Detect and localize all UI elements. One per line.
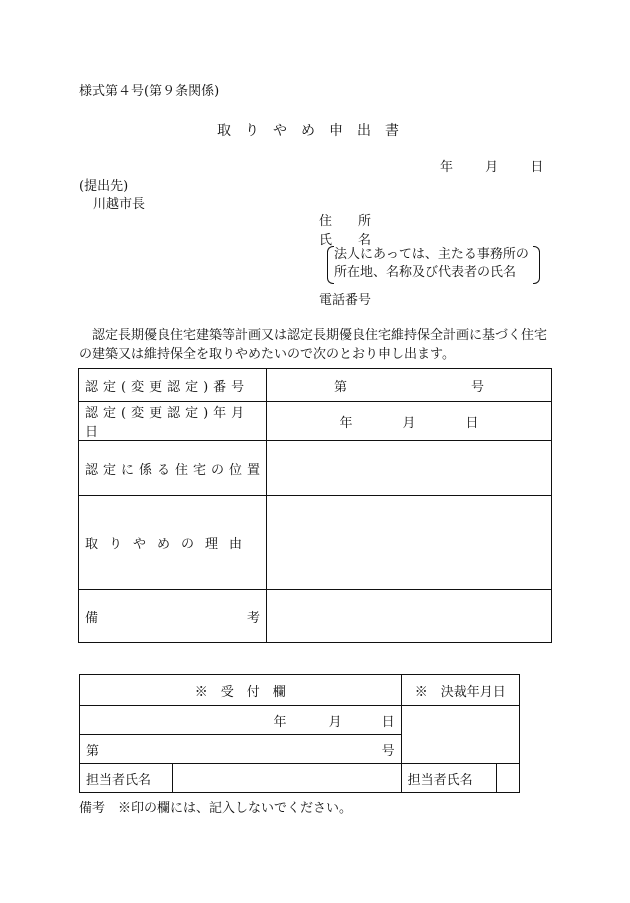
receipt-table bbox=[79, 674, 520, 793]
certification-date-label: 認定(変更認定)年月日 bbox=[79, 402, 267, 441]
application-table bbox=[78, 368, 552, 643]
corporation-note bbox=[327, 246, 540, 282]
application-statement: 認定長期優良住宅建築等計画又は認定長期優良住宅維持保全計画に基づく住宅の建築又は維持保全を取りやめたいので次のとおり申し出ます。 bbox=[79, 328, 548, 362]
remarks-label-left: 備 bbox=[85, 610, 99, 626]
house-location-label: 認定に係る住宅の位置 bbox=[79, 441, 267, 496]
certification-number-suffix: 号 bbox=[471, 379, 485, 395]
name-label: 氏 名 bbox=[319, 233, 372, 248]
decision-staff-label: 担当者氏名 bbox=[401, 764, 496, 793]
corporation-note-line2: 所在地、名称及び代表者の氏名 bbox=[334, 265, 517, 280]
receipt-staff-label: 担当者氏名 bbox=[80, 764, 173, 793]
phone-label: 電話番号 bbox=[319, 293, 372, 308]
date-year: 年 bbox=[440, 160, 454, 175]
address-label: 住 所 bbox=[319, 214, 372, 229]
corporation-note-line1: 法人にあっては、主たる事務所の bbox=[334, 247, 529, 262]
decision-date-field[interactable] bbox=[401, 706, 519, 764]
remarks-field[interactable] bbox=[267, 590, 552, 643]
receipt-header: ※ 受 付 欄 bbox=[80, 675, 402, 706]
certification-date-month: 月 bbox=[402, 415, 416, 431]
certification-date-year: 年 bbox=[339, 415, 353, 431]
withdrawal-reason-field[interactable] bbox=[267, 496, 552, 590]
certification-number-label: 認定(変更認定)番号 bbox=[79, 369, 267, 402]
house-location-field[interactable] bbox=[267, 441, 552, 496]
date-month: 月 bbox=[485, 160, 499, 175]
receipt-staff-field[interactable] bbox=[173, 764, 402, 793]
certification-date-field[interactable] bbox=[267, 402, 552, 441]
receipt-number-prefix: 第 bbox=[86, 743, 100, 759]
receipt-date-year: 年 bbox=[273, 714, 287, 730]
receipt-date-field[interactable] bbox=[80, 706, 402, 735]
form-number: 様式第４号(第９条関係) bbox=[79, 84, 220, 99]
footer-note: 備考 ※印の欄には、記入しないでください。 bbox=[79, 801, 353, 816]
receipt-date-day: 日 bbox=[381, 714, 395, 730]
receipt-number-suffix: 号 bbox=[381, 743, 395, 759]
document-title: 取りやめ申出書 bbox=[217, 123, 413, 139]
decision-staff-field[interactable] bbox=[496, 764, 519, 793]
remarks-label bbox=[79, 590, 267, 643]
withdrawal-reason-label: 取りやめの理由 bbox=[79, 496, 267, 590]
remarks-label-right: 考 bbox=[246, 610, 260, 626]
receipt-number-field[interactable] bbox=[80, 735, 402, 764]
certification-number-prefix: 第 bbox=[333, 379, 347, 395]
certification-number-field[interactable] bbox=[267, 369, 552, 402]
recipient-label: (提出先) bbox=[79, 179, 129, 194]
certification-date-day: 日 bbox=[465, 415, 479, 431]
recipient-name: 川越市長 bbox=[93, 197, 146, 212]
date-day: 日 bbox=[530, 160, 544, 175]
receipt-date-month: 月 bbox=[328, 714, 342, 730]
decision-header: ※ 決裁年月日 bbox=[401, 675, 519, 706]
submission-date bbox=[440, 156, 543, 175]
